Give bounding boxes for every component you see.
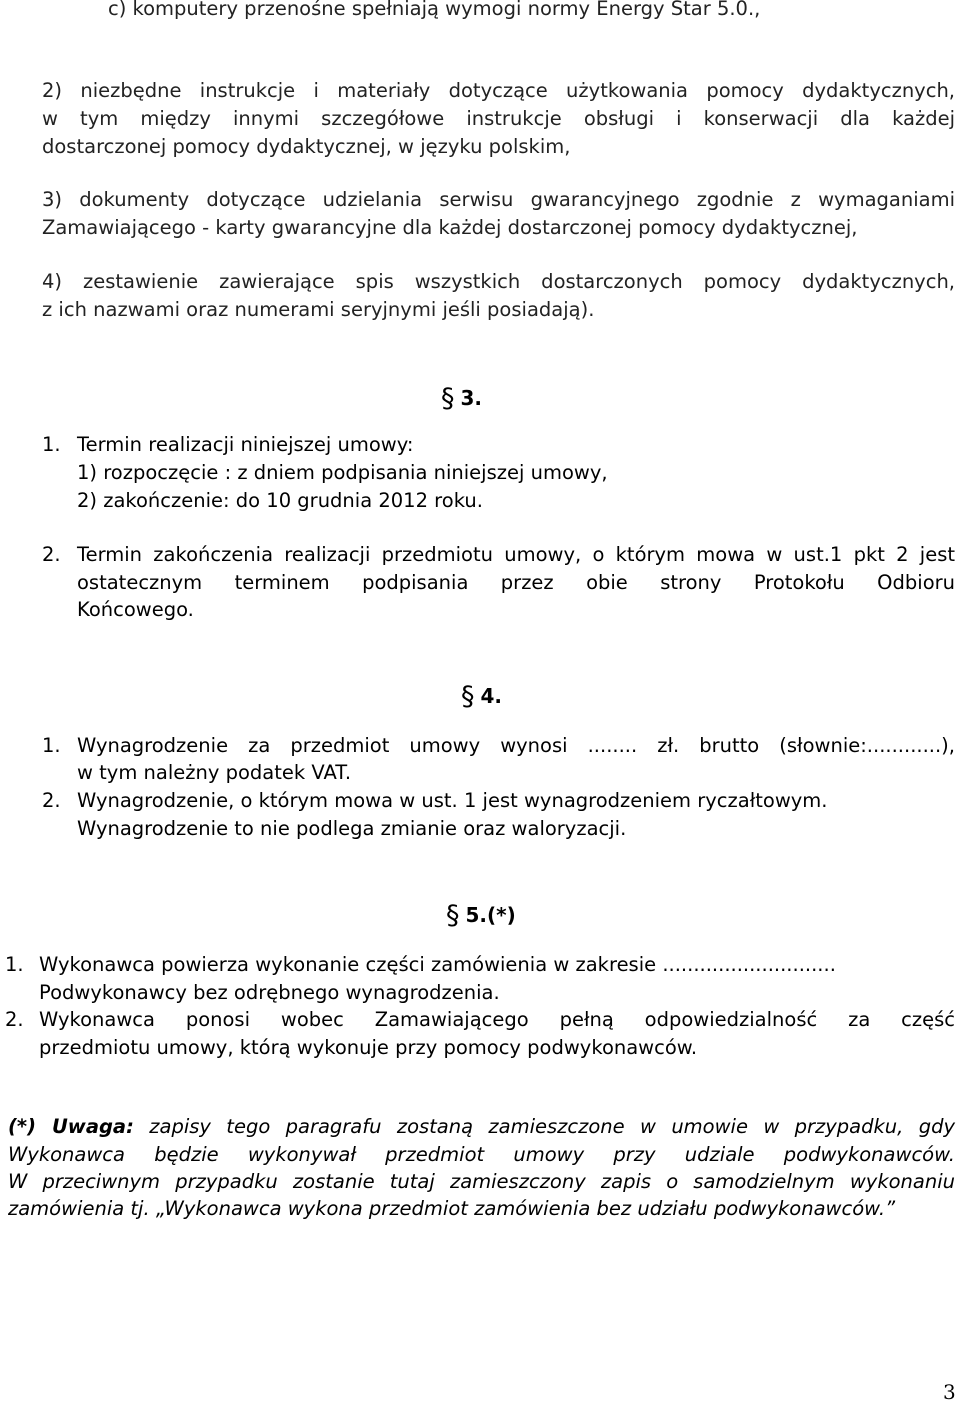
sec3-p2-line-1: Termin zakończenia realizacji przedmiotu umowy, o którym mowa w ust.1 pkt 2 jest (77, 543, 955, 566)
sec5-p2-line-2: przedmiotu umowy, którą wykonuje przy pomocy podwykonawców. (39, 1036, 698, 1059)
section-3-heading (441, 381, 482, 412)
sec3-p1-line-3: 2) zakończenie: do 10 grudnia 2012 roku. (77, 489, 483, 512)
sec4-p2-number: 2. (42, 789, 61, 812)
item-3-line-1: 3) dokumenty dotyczące udzielania serwisu gwarancyjnego zgodnie z wymaganiami (42, 188, 955, 211)
section-symbol: § (446, 900, 460, 931)
item-3-line-2: Zamawiającego - karty gwarancyjne dla każdej dostarczonej pomocy dydaktycznej, (42, 216, 858, 239)
sec5-p2-number: 2. (5, 1008, 24, 1031)
sec3-p1-number: 1. (42, 433, 61, 456)
sec5-p2-line-1: Wykonawca ponosi wobec Zamawiającego pełną odpowiedzialność za część (39, 1008, 955, 1031)
sec3-p1-line-2: 1) rozpoczęcie : z dniem podpisania niniejszej umowy, (77, 461, 608, 484)
sec5-p1-number: 1. (5, 953, 24, 976)
sec4-p1-number: 1. (42, 734, 61, 757)
note-line-1 (8, 1115, 955, 1138)
sec4-p1-line-2: w tym należny podatek VAT. (77, 761, 352, 784)
section-number: 3. (460, 386, 483, 410)
sec4-p1-line-1: Wynagrodzenie za przedmiot umowy wynosi ........ zł. brutto (słownie:............), (77, 734, 955, 757)
item-2-line-1: 2) niezbędne instrukcje i materiały dotyczące użytkowania pomocy dydaktycznych, (42, 79, 955, 102)
sec3-p2-line-3: Końcowego. (77, 598, 194, 621)
note-line-2: Wykonawca będzie wykonywał przedmiot umowy przy udziale podwykonawców. (8, 1143, 955, 1166)
note-line-1-text: zapisy tego paragrafu zostaną zamieszczone w umowie w przypadku, gdy (133, 1115, 956, 1138)
section-symbol: § (461, 681, 475, 712)
note-line-4: zamówienia tj. „Wykonawca wykona przedmiot zamówienia bez udziału podwykonawców.” (8, 1197, 896, 1220)
sec5-p1-line-1: Wykonawca powierza wykonanie części zamówienia w zakresie ............................ (39, 953, 836, 976)
item-c-text: c) komputery przenośne spełniają wymogi normy Energy Star 5.0., (108, 0, 761, 20)
sec5-p1-line-2: Podwykonawcy bez odrębnego wynagrodzenia. (39, 981, 500, 1004)
item-2-line-3: dostarczonej pomocy dydaktycznej, w języku polskim, (42, 135, 571, 158)
item-2-line-2: w tym między innymi szczegółowe instrukcje obsługi i konserwacji dla każdej (42, 107, 955, 130)
section-4-heading (461, 679, 502, 710)
section-number: 5.(*) (465, 903, 516, 927)
note-line-3: W przeciwnym przypadku zostanie tutaj zamieszczony zapis o samodzielnym wykonaniu (8, 1170, 955, 1193)
section-symbol: § (441, 383, 455, 414)
sec3-p1-line-1: Termin realizacji niniejszej umowy: (77, 433, 414, 456)
sec3-p2-number: 2. (42, 543, 61, 566)
section-number: 4. (480, 684, 503, 708)
sec3-p2-line-2: ostatecznym terminem podpisania przez obie strony Protokołu Odbioru (77, 571, 955, 594)
note-label: (*) Uwaga: (8, 1115, 134, 1138)
sec4-p2-line-1: Wynagrodzenie, o którym mowa w ust. 1 jest wynagrodzeniem ryczałtowym. (77, 789, 828, 812)
item-4-line-1: 4) zestawienie zawierające spis wszystkich dostarczonych pomocy dydaktycznych, (42, 270, 955, 293)
item-4-line-2: z ich nazwami oraz numerami seryjnymi jeśli posiadają). (42, 298, 595, 321)
section-5-heading (446, 898, 516, 929)
page-number: 3 (943, 1380, 956, 1404)
sec4-p2-line-2: Wynagrodzenie to nie podlega zmianie oraz waloryzacji. (77, 817, 627, 840)
